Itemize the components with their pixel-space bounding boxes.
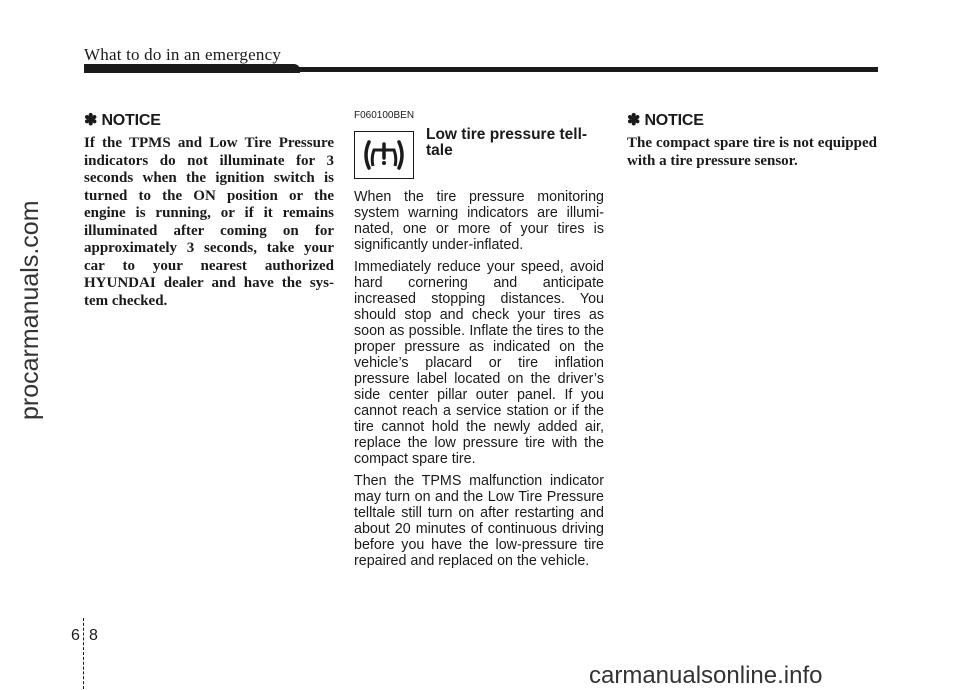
page-header-title: What to do in an emergency bbox=[84, 45, 282, 64]
paragraph-2: Immediately reduce your speed, avoid hard cornering and anticipate increased stopping distances. You should stop and check your tires as soon as possible. Inflate the tires to the proper pressure as indicated on the vehicle’s placard or tire inflation pressure label located on the driver’s side center pillar outer panel. If you cannot reach a service station or if the tire cannot hold the newly added air, replace the low pressure tire with the compact spare tire. bbox=[354, 259, 604, 467]
notice-body: If the TPMS and Low Tire Pressure indicators do not illuminate for 3 seconds when the ignition switch is turned to the ON position or the engine is running, or if it remains illuminated after coming on for approximately 3 seconds, take your car to your nearest authorized HYUNDAI dealer and have the sys-tem checked. bbox=[84, 135, 334, 309]
notice-heading: ✽ NOTICE bbox=[627, 112, 704, 129]
page-number: 8 bbox=[89, 627, 98, 644]
right-notice bbox=[627, 110, 877, 170]
telltale-header bbox=[354, 127, 604, 179]
tire-pressure-warning-icon bbox=[354, 131, 414, 179]
footer-watermark: carmanualsonline.info bbox=[589, 662, 823, 689]
telltale-title: Low tire pressure tell-tale bbox=[426, 126, 588, 159]
page-section-number: 6 bbox=[71, 627, 80, 644]
side-watermark: procarmanuals.com bbox=[16, 200, 44, 420]
notice-heading: ✽ NOTICE bbox=[84, 112, 161, 129]
telltale-section bbox=[354, 110, 604, 569]
paragraph-1: When the tire pressure monitoring system warning indicators are illumi-nated, one or more of your tires is significantly under-inflated. bbox=[354, 189, 604, 253]
header-rule bbox=[84, 67, 878, 72]
section-code: F060100BEN bbox=[354, 110, 415, 121]
notice-body: The compact spare tire is not equipped with a tire pressure sensor. bbox=[627, 135, 877, 169]
paragraph-3: Then the TPMS malfunction indicator may turn on and the Low Tire Pressure telltale still turn on after restarting and about 20 minutes of continuous driving before you have the low-pressure tire repaired and replaced on the vehicle. bbox=[354, 473, 604, 569]
left-notice bbox=[84, 110, 334, 310]
page-number-divider bbox=[83, 618, 84, 689]
